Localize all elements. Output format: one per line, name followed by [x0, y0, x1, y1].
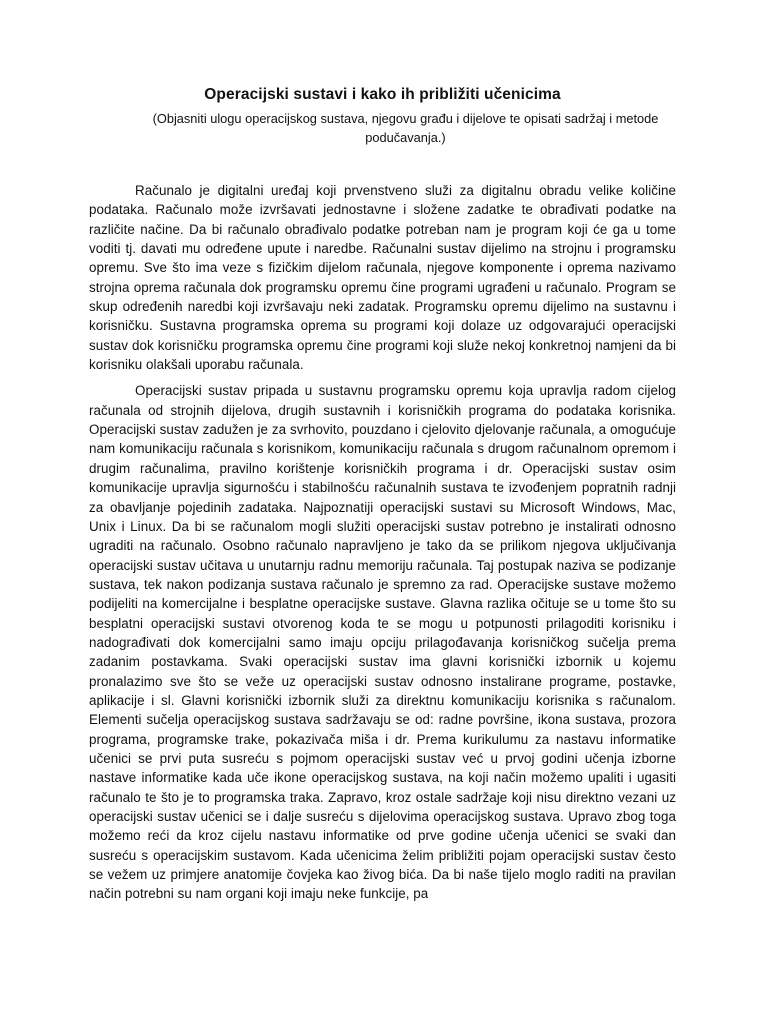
document-subtitle: (Objasniti ulogu operacijskog sustava, njegovu građu i dijelove te opisati sadržaj i metode podučavanja.)	[152, 111, 659, 145]
paragraph-1: Računalo je digitalni uređaj koji prvenstveno služi za digitalnu obradu velike količine podataka. Računalo može izvršavati jednostavne i složene zadatke te obrađivati podatke na različite načine. Da bi računalo obrađivalo podatke potreban nam je program koji će ga u tome voditi tj. davati mu određene upute i naredbe. Računalni sustav dijelimo na strojnu i programsku opremu. Sve što ima veze s fizičkim dijelom računala, njegove komponente i oprema nazivamo strojna oprema računala dok programsku opremu čine programi ugrađeni u računalo. Program se skup određenih naredbi koji izvršavaju neki zadatak. Programsku opremu dijelimo na sustavnu i korisničku. Sustavna programska oprema su programi koji dolaze uz odgovarajući operacijski sustav dok korisničku programska opremu čine programi koji služe nekoj konkretnoj namjeni da bi korisniku olakšali uporabu računala.	[89, 183, 676, 373]
paragraph-2: Operacijski sustav pripada u sustavnu programsku opremu koja upravlja radom cijelog računala od strojnih dijelova, drugih sustavnih i korisničkih programa do podataka korisnika. Operacijski sustav zadužen je za svrhovito, pouzdano i cjelovito djelovanje računala, a omogućuje nam komunikaciju računala s korisnikom, komunikaciju računala s drugom računalnom opremom i drugim računalima, pravilno korištenje korisničkih programa i dr. Operacijski sustav osim komunikacije upravlja sigurnošću i stabilnošću računalnih sustava te izvođenjem popratnih radnji za obavljanje pojedinih zadataka. Najpoznatiji operacijski sustavi su Microsoft Windows, Mac, Unix i Linux. Da bi se računalom mogli služiti operacijski sustav potrebno je instalirati odnosno ugraditi na računalo. Osobno računalo napravljeno je tako da se prilikom njegova uključivanja operacijski sustav učitava u unutarnju radnu memoriju računala. Taj postupak naziva se podizanje sustava, tek nakon podizanja sustava računalo je spremno za rad. Operacijske sustave možemo podijeliti na komercijalne i besplatne operacijske sustave. Glavna razlika očituje se u tome što su besplatni operacijski sustavi otvorenog koda te se mogu u potpunosti prilagoditi korisniku i nadograđivati dok komercijalni samo imaju opciju prilagođavanja korisničkog sučelja prema zadanim postavkama. Svaki operacijski sustav ima glavni korisnički izbornik u kojemu pronalazimo sve što se veže uz operacijski sustav odnosno instalirane programe, postavke, aplikacije i sl. Glavni korisnički izbornik služi za direktnu komunikaciju korisnika s računalom. Elementi sučelja operacijskog sustava sadržavaju se od: radne površine, ikona sustava, prozora programa, programske trake, pokazivača miša i dr. Prema kurikulumu za nastavu informatike učenici se prvi puta susreću s pojmom operacijski sustav već u prvoj godini učenja izborne nastave informatike kada uče ikone operacijskog sustava, na koji način možemo upaliti i ugasiti računalo te što je to programska traka. Zapravo, kroz ostale sadržaje koji nisu direktno vezani uz operacijski sustav učenici se i dalje susreću s dijelovima operacijskog sustava. Upravo zbog toga možemo reći da kroz cijelu nastavu informatike od prve godine učenja učenici se svaki dan susreću s operacijskim sustavom. Kada učenicima želim približiti pojam operacijski sustav često se vežem uz primjere anatomije čovjeka kao živog bića. Da bi naše tijelo moglo raditi na pravilan način potrebni su nam organi koji imaju neke funkcije, pa	[89, 383, 676, 902]
document-page	[89, 84, 676, 904]
document-title: Operacijski sustavi i kako ih približiti učenicima	[204, 86, 561, 103]
document-body	[89, 181, 676, 904]
